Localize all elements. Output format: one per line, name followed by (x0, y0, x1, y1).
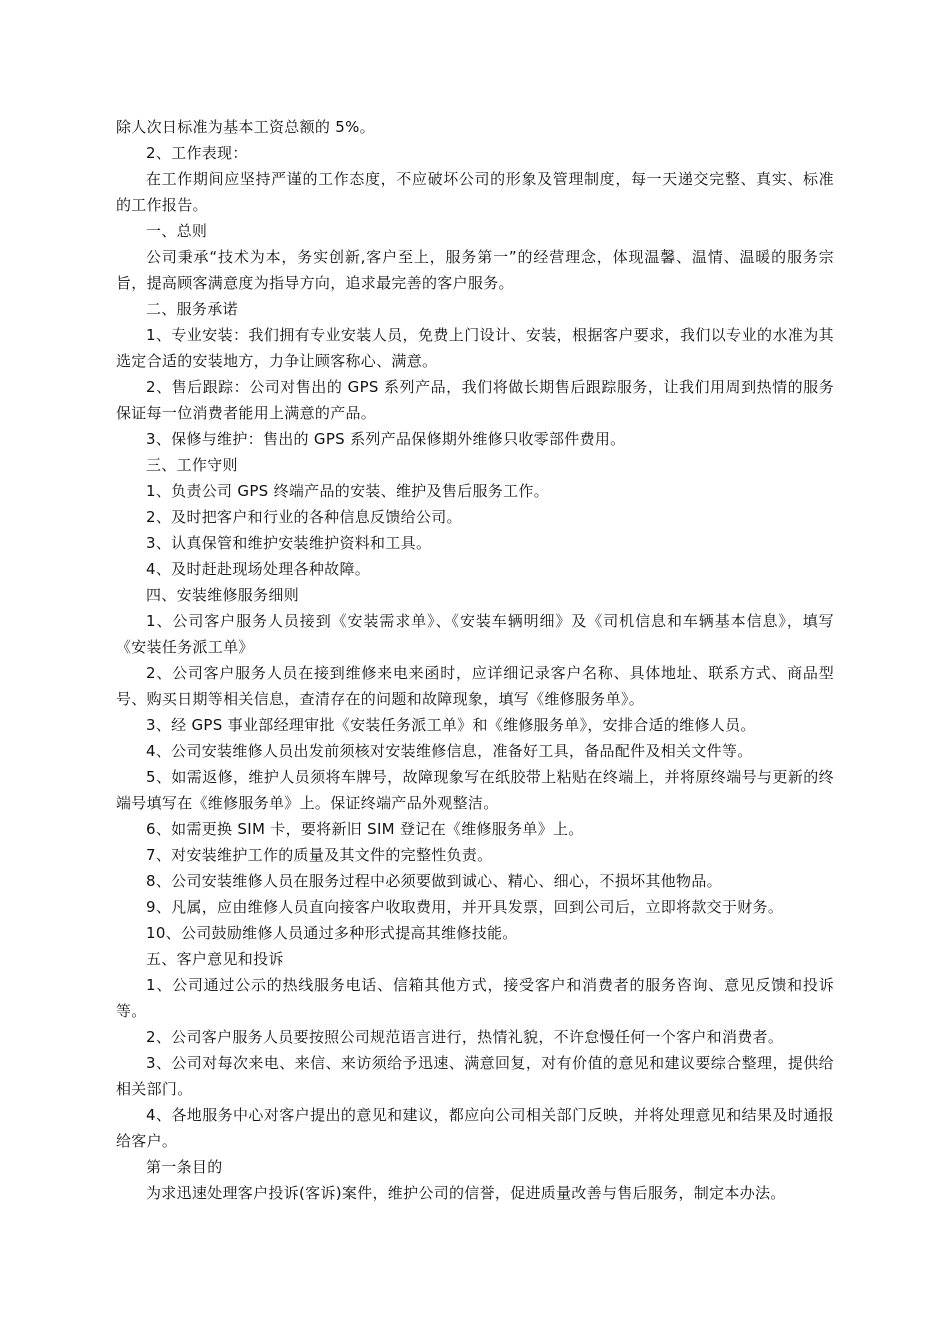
paragraph-20: 6、如需更换 SIM 卡，要将新旧 SIM 登记在《维修服务单》上。 (146, 820, 584, 838)
paragraph-8: 3、保修与维护：售出的 GPS 系列产品保修期外维修只收零部件费用。 (146, 430, 626, 448)
paragraph-26: 1、公司通过公示的热线服务电话、信箱其他方式，接受客户和消费者的服务咨询、意见反馈和投诉等。 (116, 976, 834, 1020)
paragraph-29: 4、各地服务中心对客户提出的意见和建议，都应向公司相关部门反映，并将处理意见和结果及时通报给客户。 (116, 1106, 834, 1150)
section-heading-install-repair: 四、安装维修服务细则 (146, 586, 300, 604)
paragraph-15: 1、公司客户服务人员接到《安装需求单》、《安装车辆明细》及《司机信息和车辆基本信息》，填写《安装任务派工单》 (116, 612, 834, 656)
paragraph-12: 3、认真保管和维护安装维护资料和工具。 (146, 534, 432, 552)
paragraph-13: 4、及时赶赴现场处理各种故障。 (146, 560, 371, 578)
section-heading-service-promise: 二、服务承诺 (146, 300, 238, 318)
paragraph-0: 除人次日标准为基本工资总额的 5%。 (116, 118, 375, 136)
paragraph-18: 4、公司安装维修人员出发前须核对安装维修信息，准备好工具，备品配件及相关文件等。 (146, 742, 753, 760)
paragraph-28: 3、公司对每次来电、来信、来访须给予迅速、满意回复，对有价值的意见和建议要综合整理，提供给相关部门。 (116, 1054, 834, 1098)
paragraph-16: 2、公司客户服务人员在接到维修来电来函时，应详细记录客户名称、具体地址、联系方式、商品型号、购买日期等相关信息，查清存在的问题和故障现象，填写《维修服务单》。 (116, 664, 834, 708)
paragraph-24: 10、公司鼓励维修人员通过多种形式提高其维修技能。 (146, 924, 518, 942)
paragraph-10: 1、负责公司 GPS 终端产品的安装、维护及售后服务工作。 (146, 482, 549, 500)
paragraph-22: 8、公司安装维修人员在服务过程中必须要做到诚心、精心、细心，不损坏其他物品。 (146, 872, 722, 890)
paragraph-2: 在工作期间应坚持严谨的工作态度，不应破坏公司的形象及管理制度，每一天递交完整、真实、标准的工作报告。 (116, 170, 834, 214)
paragraph-6: 1、专业安装：我们拥有专业安装人员，免费上门设计、安装，根据客户要求，我们以专业的水准为其选定合适的安装地方，力争让顾客称心、满意。 (116, 326, 834, 370)
paragraph-17: 3、经 GPS 事业部经理审批《安装任务派工单》和《维修服务单》，安排合适的维修人员。 (146, 716, 756, 734)
paragraph-31: 为求迅速处理客户投诉(客诉)案件，维护公司的信誉，促进质量改善与售后服务，制定本办法。 (146, 1184, 786, 1202)
paragraph-23: 9、凡属，应由维修人员直向接客户收取费用，并开具发票，回到公司后，立即将款交于财务。 (146, 898, 784, 916)
paragraph-1: 2、工作表现： (146, 144, 248, 162)
paragraph-11: 2、及时把客户和行业的各种信息反馈给公司。 (146, 508, 462, 526)
paragraph-4: 公司秉承“技术为本，务实创新,客户至上，服务第一”的经营理念，体现温馨、温情、温暖的服务宗旨，提高顾客满意度为指导方向，追求最完善的客户服务。 (116, 248, 834, 292)
paragraph-21: 7、对安装维护工作的质量及其文件的完整性负责。 (146, 846, 493, 864)
paragraph-7: 2、售后跟踪：公司对售出的 GPS 系列产品，我们将做长期售后跟踪服务，让我们用周到热情的服务保证每一位消费者能用上满意的产品。 (116, 378, 834, 422)
section-heading-complaints: 五、客户意见和投诉 (146, 950, 284, 968)
paragraph-27: 2、公司客户服务人员要按照公司规范语言进行，热情礼貌，不许怠慢任何一个客户和消费者。 (146, 1028, 784, 1046)
section-heading-general: 一、总则 (146, 222, 208, 240)
document-body (116, 114, 834, 1206)
section-heading-work-rules: 三、工作守则 (146, 456, 238, 474)
article-heading-purpose: 第一条目的 (146, 1158, 223, 1176)
paragraph-19: 5、如需返修，维护人员须将车牌号，故障现象写在纸胶带上粘贴在终端上，并将原终端号与更新的终端号填写在《维修服务单》上。保证终端产品外观整洁。 (116, 768, 834, 812)
